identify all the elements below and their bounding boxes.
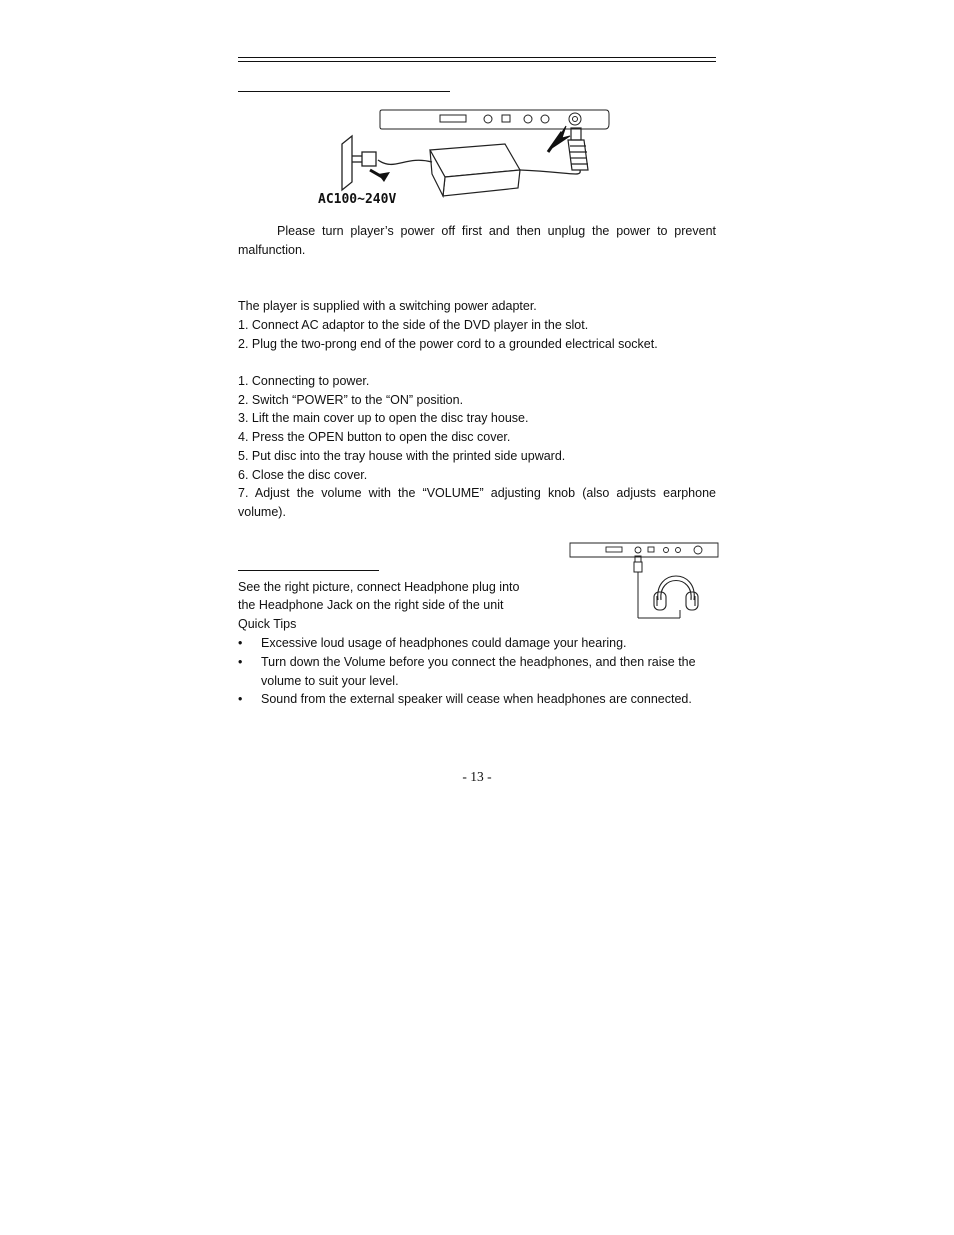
- dc-plug: [568, 128, 588, 170]
- headphone-instruction-line2: the Headphone Jack on the right side of the unit: [238, 598, 504, 612]
- player-side-panel: [380, 110, 609, 129]
- quick-tip-3: Sound from the external speaker will cease when headphones are connected.: [261, 692, 692, 706]
- playback-step-6: 6. Close the disc cover.: [238, 468, 368, 482]
- headphone-heading-underline: [238, 570, 379, 571]
- player-side-panel-small: [570, 543, 718, 557]
- adapter-intro: The player is supplied with a switching power adapter.: [238, 299, 537, 313]
- bullet-icon: •: [238, 655, 243, 669]
- playback-step-1: 1. Connecting to power.: [238, 374, 370, 388]
- header-rule-thick: [238, 57, 716, 58]
- playback-step-4: 4. Press the OPEN button to open the disc cover.: [238, 430, 511, 444]
- headphone-figure: [566, 538, 722, 624]
- bullet-icon: •: [238, 636, 243, 650]
- playback-step-5: 5. Put disc into the tray house with the printed side upward.: [238, 449, 566, 463]
- headphone-plug: [634, 556, 680, 618]
- adapter-brick-icon: [430, 144, 520, 196]
- wall-socket-icon: [342, 136, 376, 190]
- quick-tip-1: Excessive loud usage of headphones could damage your hearing.: [261, 636, 627, 650]
- section-heading-underline: [238, 91, 450, 92]
- quick-tips-label: Quick Tips: [238, 617, 297, 631]
- headphones-icon: [654, 576, 698, 610]
- bullet-icon: •: [238, 692, 243, 706]
- adapter-step-1: 1. Connect AC adaptor to the side of the DVD player in the slot.: [238, 318, 589, 332]
- volume-step-line1: 7. Adjust the volume with the “VOLUME” adjusting knob (also adjusts earphone: [238, 486, 716, 500]
- adapter-step-2: 2. Plug the two-prong end of the power cord to a grounded electrical socket.: [238, 337, 658, 351]
- playback-step-2: 2. Switch “POWER” to the “ON” position.: [238, 393, 464, 407]
- voltage-label: AC100~240V: [318, 192, 397, 207]
- volume-step-line2: volume).: [238, 505, 286, 519]
- page-number: - 13 -: [462, 769, 492, 784]
- power-off-note-line1: Please turn player’s power off first and then unplug the power to prevent: [277, 224, 716, 238]
- power-adapter-figure: [300, 100, 620, 210]
- power-off-note-line2: malfunction.: [238, 243, 306, 257]
- playback-step-3: 3. Lift the main cover up to open the disc tray house.: [238, 411, 529, 425]
- header-rule-thin: [238, 61, 716, 62]
- headphone-instruction-line1: See the right picture, connect Headphone plug into: [238, 580, 520, 594]
- quick-tip-2: Turn down the Volume before you connect the headphones, and then raise the volume to suit your level.: [261, 655, 696, 688]
